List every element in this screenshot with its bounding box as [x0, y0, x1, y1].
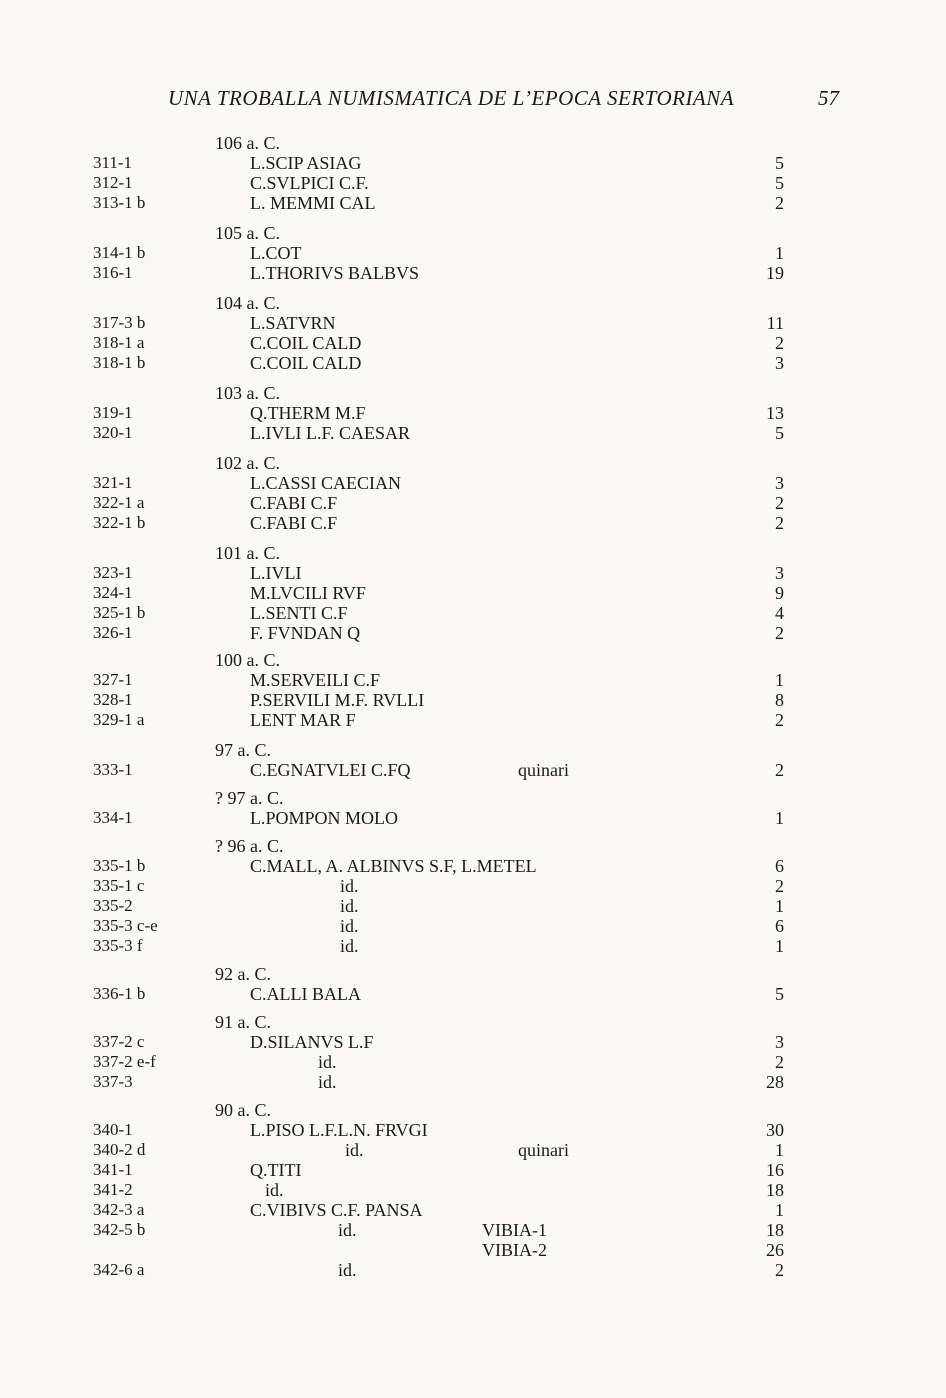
- coin-row: [0, 1220, 784, 1240]
- catalog-ref: 314-1 b: [93, 243, 146, 262]
- moneyer-name: C.FABI C.F: [250, 513, 338, 533]
- year-heading: [0, 1012, 946, 1032]
- coin-row: [0, 403, 784, 423]
- coin-row: [0, 760, 784, 780]
- coin-row: [0, 856, 784, 876]
- moneyer-name: id.: [345, 1140, 364, 1160]
- coin-note: VIBIA-2: [482, 1240, 547, 1260]
- catalog-ref: 336-1 b: [93, 984, 146, 1003]
- coin-row: [0, 916, 784, 936]
- moneyer-name: id.: [338, 1220, 357, 1240]
- coin-row: [0, 1052, 784, 1072]
- moneyer-name: LENT MAR F: [250, 710, 356, 730]
- year-label: 103 a. C.: [215, 383, 280, 403]
- coin-row: [0, 1140, 784, 1160]
- year-label: 97 a. C.: [215, 740, 271, 760]
- moneyer-name: id.: [318, 1072, 337, 1092]
- coin-count: 2: [775, 1260, 784, 1280]
- coin-count: 8: [775, 690, 784, 710]
- coin-row: [0, 876, 784, 896]
- coin-row: [0, 1260, 784, 1280]
- moneyer-name: C.SVLPICI C.F.: [250, 173, 369, 193]
- moneyer-name: C.MALL, A. ALBINVS S.F, L.METEL: [250, 856, 537, 876]
- catalog-ref: 337-3: [93, 1072, 133, 1091]
- catalog-ref: 318-1 a: [93, 333, 145, 352]
- coin-count: 19: [766, 263, 784, 283]
- catalog-ref: 335-3 f: [93, 936, 143, 955]
- moneyer-name: M.LVCILI RVF: [250, 583, 366, 603]
- moneyer-name: L. MEMMI CAL: [250, 193, 376, 213]
- moneyer-name: L.CASSI CAECIAN: [250, 473, 402, 493]
- moneyer-name: P.SERVILI M.F. RVLLI: [250, 690, 425, 710]
- moneyer-name: id.: [338, 1260, 357, 1280]
- moneyer-name: L.IVLI L.F. CAESAR: [250, 423, 411, 443]
- coin-count: 3: [775, 353, 784, 373]
- year-label: 100 a. C.: [215, 650, 280, 670]
- moneyer-name: L.THORIVS BALBVS: [250, 263, 420, 283]
- coin-count: 1: [775, 936, 784, 956]
- moneyer-name: L.IVLI: [250, 563, 302, 583]
- coin-row: [0, 493, 784, 513]
- coin-row: [0, 1200, 784, 1220]
- year-heading: [0, 836, 946, 856]
- coin-count: 3: [775, 473, 784, 493]
- coin-count: 1: [775, 896, 784, 916]
- moneyer-name: L.COT: [250, 243, 302, 263]
- moneyer-name: L.SENTI C.F: [250, 603, 348, 623]
- coin-note: quinari: [518, 1140, 569, 1160]
- coin-row: [0, 984, 784, 1004]
- coin-row: [0, 623, 784, 643]
- coin-row: [0, 1240, 784, 1260]
- coin-note: VIBIA-1: [482, 1220, 547, 1240]
- year-label: ? 96 a. C.: [215, 836, 284, 856]
- coin-count: 4: [775, 603, 784, 623]
- coin-row: [0, 808, 784, 828]
- catalog-ref: 329-1 a: [93, 710, 145, 729]
- catalog-ref: 323-1: [93, 563, 133, 582]
- coin-row: [0, 263, 784, 283]
- catalog-ref: 322-1 a: [93, 493, 145, 512]
- moneyer-name: Q.THERM M.F: [250, 403, 366, 423]
- coin-count: 18: [766, 1220, 784, 1240]
- coin-note: quinari: [518, 760, 569, 780]
- catalog-ref: 312-1: [93, 173, 133, 192]
- catalog-ref: 335-1 b: [93, 856, 146, 875]
- catalog-ref: 316-1: [93, 263, 133, 282]
- coin-count: 5: [775, 173, 784, 193]
- catalog-ref: 333-1: [93, 760, 133, 779]
- coin-row: [0, 243, 784, 263]
- coin-count: 2: [775, 193, 784, 213]
- coin-count: 2: [775, 513, 784, 533]
- catalog-ref: 325-1 b: [93, 603, 146, 622]
- year-label: 101 a. C.: [215, 543, 280, 563]
- coin-count: 28: [766, 1072, 784, 1092]
- catalog-ref: 318-1 b: [93, 353, 146, 372]
- coin-row: [0, 153, 784, 173]
- year-label: 106 a. C.: [215, 133, 280, 153]
- catalog-ref: 319-1: [93, 403, 133, 422]
- coin-count: 11: [766, 313, 784, 333]
- coin-row: [0, 513, 784, 533]
- coin-count: 2: [775, 876, 784, 896]
- year-heading: [0, 223, 946, 243]
- coin-count: 2: [775, 333, 784, 353]
- coin-count: 3: [775, 1032, 784, 1052]
- coin-row: [0, 936, 784, 956]
- coin-count: 9: [775, 583, 784, 603]
- moneyer-name: id.: [340, 936, 359, 956]
- moneyer-name: C.COIL CALD: [250, 353, 362, 373]
- moneyer-name: C.COIL CALD: [250, 333, 362, 353]
- coin-row: [0, 1180, 784, 1200]
- year-heading: [0, 293, 946, 313]
- coin-row: [0, 173, 784, 193]
- moneyer-name: Q.TITI: [250, 1160, 302, 1180]
- coin-row: [0, 333, 784, 353]
- coin-count: 2: [775, 623, 784, 643]
- catalog-ref: 328-1: [93, 690, 133, 709]
- catalog-ref: 337-2 c: [93, 1032, 145, 1051]
- catalog-ref: 342-3 a: [93, 1200, 145, 1219]
- catalog-ref: 342-6 a: [93, 1260, 145, 1279]
- coin-count: 6: [775, 916, 784, 936]
- year-label: 104 a. C.: [215, 293, 280, 313]
- year-heading: [0, 133, 946, 153]
- year-heading: [0, 453, 946, 473]
- moneyer-name: id.: [340, 876, 359, 896]
- year-heading: [0, 740, 946, 760]
- catalog-ref: 340-1: [93, 1120, 133, 1139]
- year-label: 90 a. C.: [215, 1100, 271, 1120]
- moneyer-name: F. FVNDAN Q: [250, 623, 361, 643]
- coin-count: 2: [775, 493, 784, 513]
- year-label: 91 a. C.: [215, 1012, 271, 1032]
- moneyer-name: id.: [340, 916, 359, 936]
- coin-count: 6: [775, 856, 784, 876]
- year-heading: [0, 543, 946, 563]
- moneyer-name: L.SATVRN: [250, 313, 336, 333]
- catalog-ref: 320-1: [93, 423, 133, 442]
- coin-count: 1: [775, 670, 784, 690]
- catalog-ref: 335-2: [93, 896, 133, 915]
- coin-count: 2: [775, 760, 784, 780]
- catalog-ref: 321-1: [93, 473, 133, 492]
- year-heading: [0, 964, 946, 984]
- catalog-ref: 313-1 b: [93, 193, 146, 212]
- year-label: 105 a. C.: [215, 223, 280, 243]
- moneyer-name: L.SCIP ASIAG: [250, 153, 362, 173]
- catalog-ref: 311-1: [93, 153, 133, 172]
- year-label: ? 97 a. C.: [215, 788, 284, 808]
- coin-count: 1: [775, 1140, 784, 1160]
- moneyer-name: L.POMPON MOLO: [250, 808, 399, 828]
- moneyer-name: D.SILANVS L.F: [250, 1032, 374, 1052]
- moneyer-name: L.PISO L.F.L.N. FRVGI: [250, 1120, 428, 1140]
- coin-row: [0, 1072, 784, 1092]
- catalog-ref: 342-5 b: [93, 1220, 146, 1239]
- catalog-ref: 327-1: [93, 670, 133, 689]
- year-heading: [0, 1100, 946, 1120]
- moneyer-name: id.: [265, 1180, 284, 1200]
- coin-count: 3: [775, 563, 784, 583]
- coin-count: 5: [775, 153, 784, 173]
- coin-row: [0, 896, 784, 916]
- catalog-ref: 317-3 b: [93, 313, 146, 332]
- running-header: UNA TROBALLA NUMISMATICA DE L’EPOCA SERTORIANA: [168, 86, 735, 110]
- year-heading: [0, 383, 946, 403]
- coin-row: [0, 1120, 784, 1140]
- coin-row: [0, 353, 784, 373]
- coin-row: [0, 473, 784, 493]
- coin-row: [0, 710, 784, 730]
- coin-count: 2: [775, 1052, 784, 1072]
- catalog-ref: 322-1 b: [93, 513, 146, 532]
- catalog-ref: 341-1: [93, 1160, 133, 1179]
- coin-row: [0, 1032, 784, 1052]
- catalog-ref: 341-2: [93, 1180, 133, 1199]
- moneyer-name: C.EGNATVLEI C.FQ: [250, 760, 411, 780]
- catalog-ref: 335-1 c: [93, 876, 145, 895]
- catalog-ref: 324-1: [93, 583, 133, 602]
- coin-count: 1: [775, 243, 784, 263]
- catalog-ref: 334-1: [93, 808, 133, 827]
- coin-row: [0, 313, 784, 333]
- catalog-ref: 337-2 e-f: [93, 1052, 156, 1071]
- catalog-ref: 340-2 d: [93, 1140, 146, 1159]
- coin-row: [0, 603, 784, 623]
- moneyer-name: id.: [318, 1052, 337, 1072]
- year-heading: [0, 650, 946, 670]
- moneyer-name: C.ALLI BALA: [250, 984, 361, 1004]
- coin-row: [0, 583, 784, 603]
- coin-row: [0, 670, 784, 690]
- moneyer-name: C.VIBIVS C.F. PANSA: [250, 1200, 423, 1220]
- coin-count: 5: [775, 423, 784, 443]
- coin-count: 2: [775, 710, 784, 730]
- coin-row: [0, 423, 784, 443]
- moneyer-name: C.FABI C.F: [250, 493, 338, 513]
- year-label: 92 a. C.: [215, 964, 271, 984]
- coin-row: [0, 563, 784, 583]
- catalog-ref: 326-1: [93, 623, 133, 642]
- coin-row: [0, 690, 784, 710]
- moneyer-name: id.: [340, 896, 359, 916]
- coin-count: 16: [766, 1160, 784, 1180]
- page-number: 57: [818, 86, 839, 110]
- coin-count: 26: [766, 1240, 784, 1260]
- coin-row: [0, 1160, 784, 1180]
- catalog-ref: 335-3 c-e: [93, 916, 158, 935]
- coin-count: 1: [775, 1200, 784, 1220]
- coin-count: 5: [775, 984, 784, 1004]
- coin-row: [0, 193, 784, 213]
- coin-count: 13: [766, 403, 784, 423]
- year-label: 102 a. C.: [215, 453, 280, 473]
- moneyer-name: M.SERVEILI C.F: [250, 670, 381, 690]
- coin-count: 30: [766, 1120, 784, 1140]
- coin-count: 1: [775, 808, 784, 828]
- coin-count: 18: [766, 1180, 784, 1200]
- year-heading: [0, 788, 946, 808]
